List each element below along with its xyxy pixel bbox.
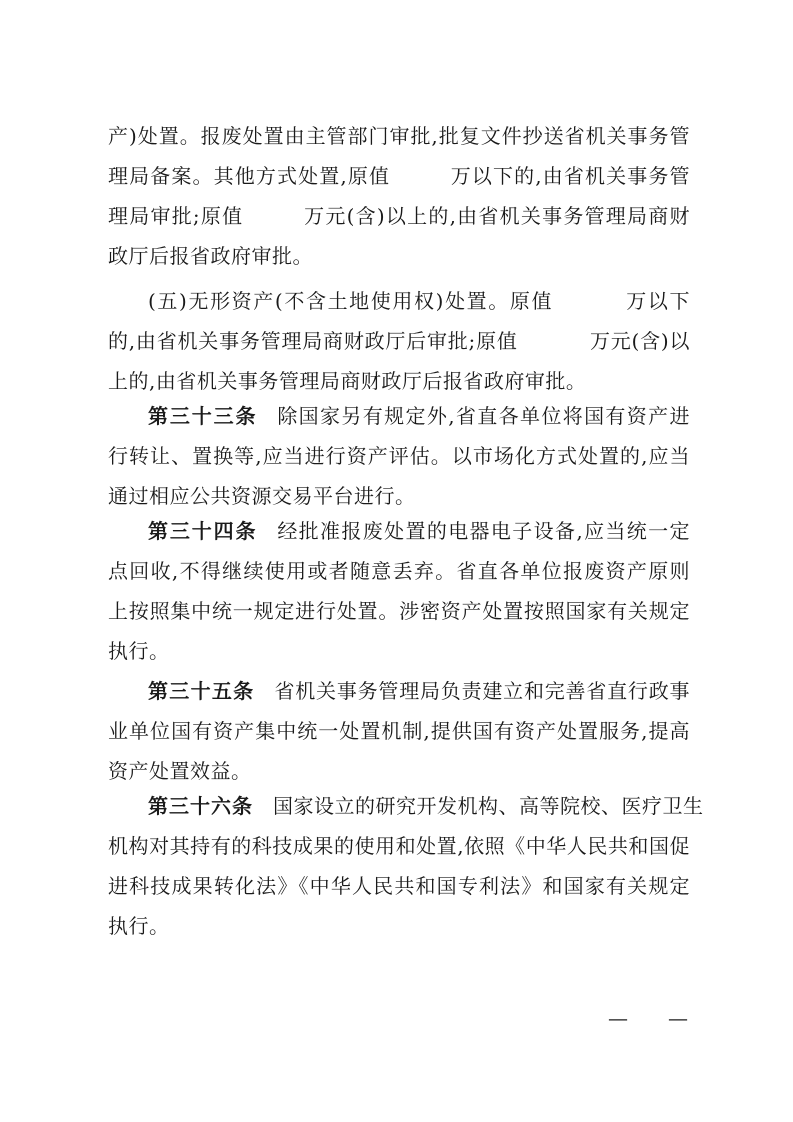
text-line [108,240,690,272]
text-fragment: 省机关事务管理局负责建立和完善省直行政事 [274,679,691,703]
text-fragment: 理局备案。其他方式处置,原值 [108,164,391,188]
text-line [108,480,690,512]
text-fragment: 进科技成果转化法》《中华人民共和国专利法》和国家有关规定 [108,874,690,898]
text-line [108,325,690,357]
article-33-first-line [148,400,690,432]
text-line [148,285,690,317]
text-fragment: 通过相应公共资源交易平台进行。 [108,484,416,508]
text-fragment: 万以下的,由省机关事务管 [450,164,690,188]
page-dash-right: — [668,1006,688,1030]
article-title: 第三十六条 [148,794,253,818]
article-36-first-line [148,790,704,822]
text-line [108,830,690,862]
text-fragment: 机构对其持有的科技成果的使用和处置,依照《中华人民共和国促 [108,834,690,858]
text-line [108,635,690,667]
text-fragment: 万以下 [625,289,691,313]
text-line [108,715,690,747]
text-fragment: 除国家另有规定外,省直各单位将国有资产进 [277,404,691,428]
article-35-first-line [148,675,690,707]
text-fragment: (五)无形资产(不含土地使用权)处置。原值 [148,289,554,313]
text-fragment: 执行。 [108,914,170,938]
text-line [108,870,690,902]
text-fragment: 点回收,不得继续使用或者随意丢弃。省直各单位报废资产原则 [108,559,690,583]
text-line [108,160,690,192]
text-line [108,555,690,587]
article-34-first-line [148,515,690,547]
text-fragment: 经批准报废处置的电器电子设备,应当统一定 [277,519,691,543]
text-fragment: 资产处置效益。 [108,759,252,783]
text-line [108,200,690,232]
text-fragment: 产)处置。报废处置由主管部门审批,批复文件抄送省机关事务管 [108,124,690,148]
text-line [108,595,690,627]
text-fragment: 的,由省机关事务管理局商财政厅后审批;原值 [108,329,518,353]
text-line [108,910,690,942]
text-fragment: 政厅后报省政府审批。 [108,244,313,268]
text-fragment: 上按照集中统一规定进行处置。涉密资产处置按照国家有关规定 [108,599,690,623]
text-fragment: 万元(含)以 [589,329,690,353]
page-dash-left: — [608,1006,628,1030]
text-line [108,755,690,787]
article-title: 第三十四条 [148,519,258,543]
text-fragment: 国家设立的研究开发机构、高等院校、医疗卫生 [273,794,704,818]
text-fragment: 业单位国有资产集中统一处置机制,提供国有资产处置服务,提高 [108,719,690,743]
text-fragment: 执行。 [108,639,170,663]
text-line [108,440,690,472]
page-number-footer [608,1006,688,1030]
text-fragment: 行转让、置换等,应当进行资产评估。以市场化方式处置的,应当 [108,444,690,468]
text-fragment: 万元(含)以上的,由省机关事务管理局商财 [303,204,690,228]
text-fragment: 上的,由省机关事务管理局商财政厅后报省政府审批。 [108,369,587,393]
article-title: 第三十五条 [148,679,255,703]
text-line [108,120,690,152]
text-line [108,365,690,397]
article-title: 第三十三条 [148,404,258,428]
text-fragment: 理局审批;原值 [108,204,244,228]
